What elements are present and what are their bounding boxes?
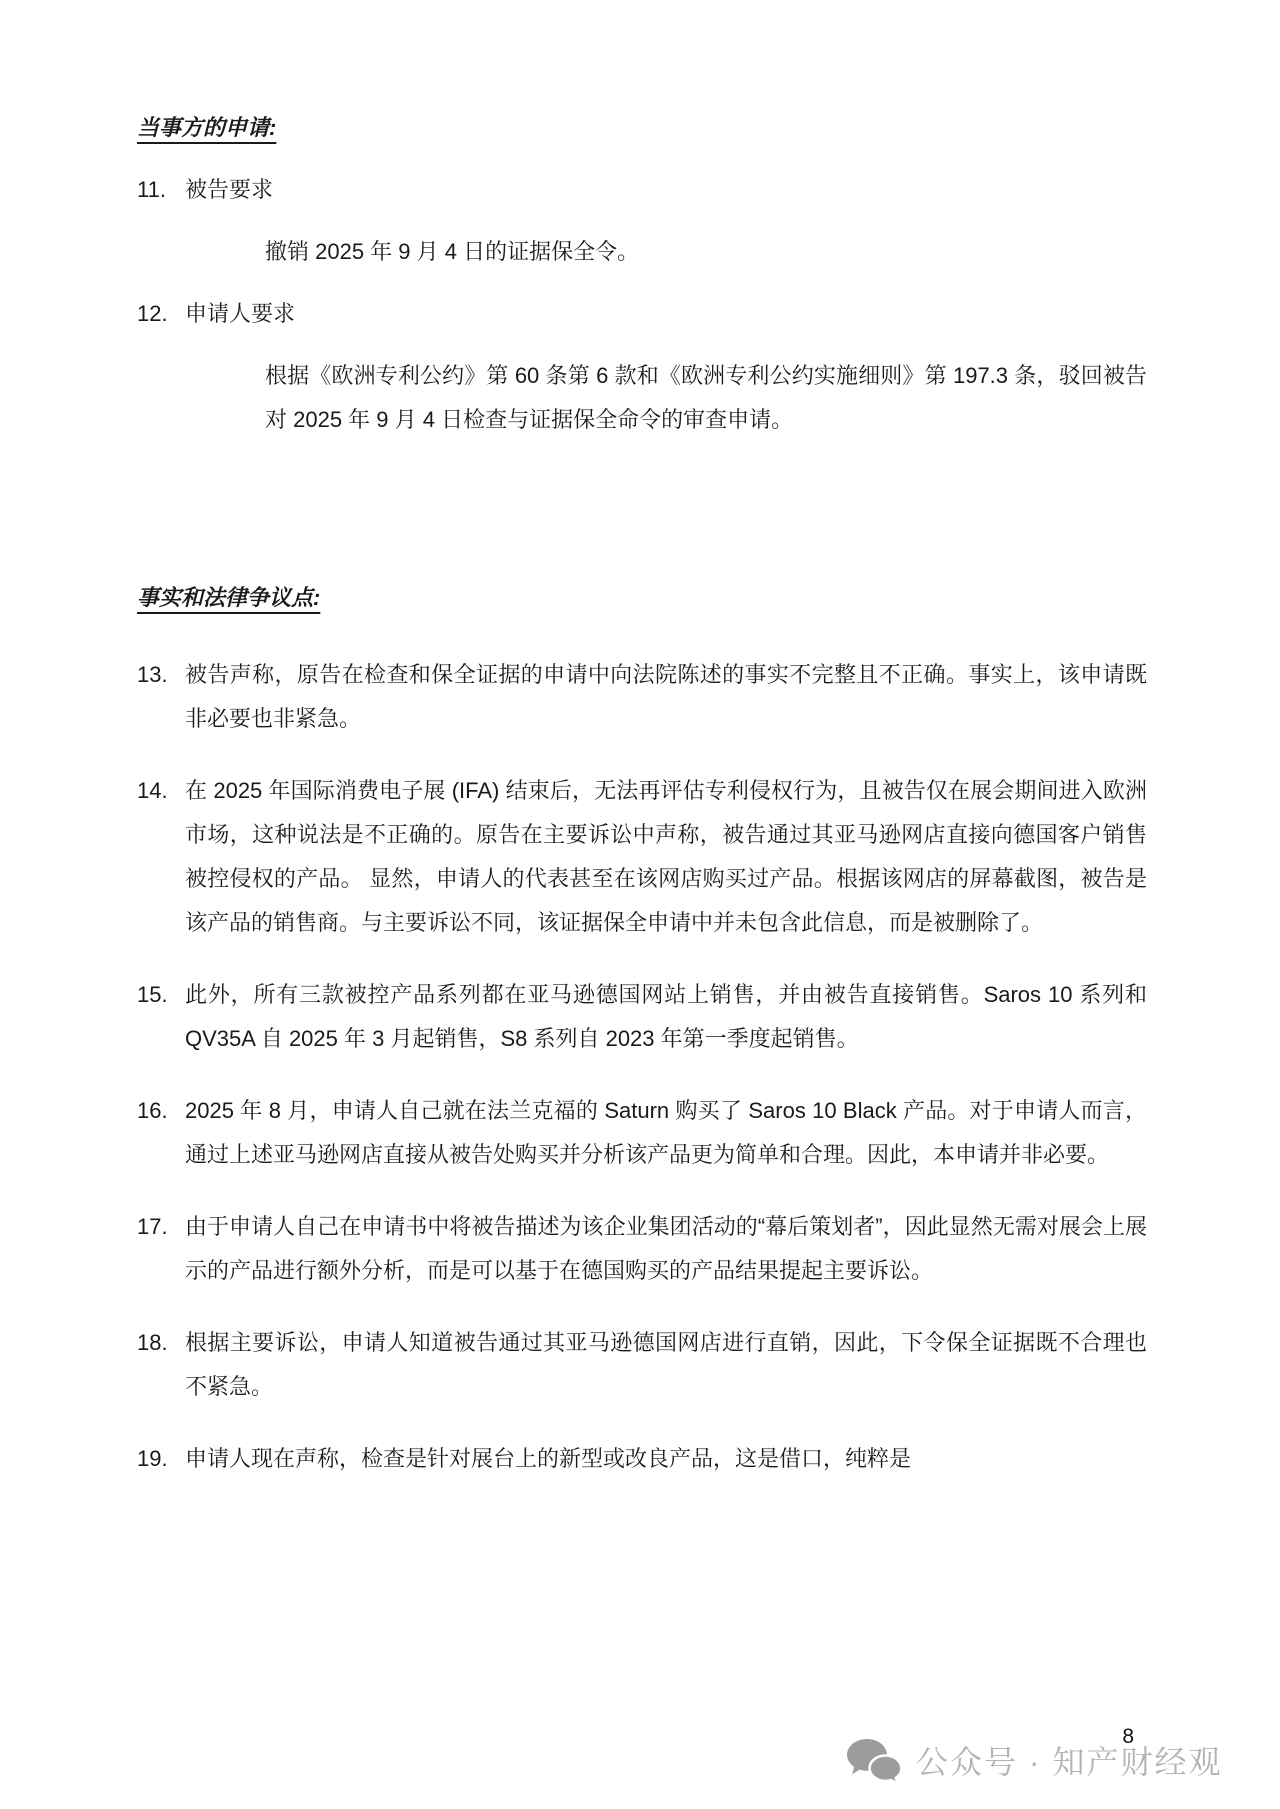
item-number: 17. — [137, 1214, 168, 1239]
paragraph-text: 2025 年 8 月，申请人自己就在法兰克福的 Saturn 购买了 Saros 10 Black 产品。对于申请人而言，通过上述亚马逊网店直接从被告处购买并分析该产品更为简单和合理。因此，本申请并非必要。 — [185, 1098, 1147, 1167]
list-item — [137, 1089, 1147, 1177]
list-item — [137, 292, 1147, 442]
list-item — [137, 1205, 1147, 1293]
list-item — [137, 1321, 1147, 1409]
paragraph-text: 在 2025 年国际消费电子展 (IFA) 结束后，无法再评估专利侵权行为，且被告仅在展会期间进入欧洲市场，这种说法是不正确的。原告在主要诉讼中声称，被告通过其亚马逊网店直接向德国客户销售被控侵权的产品。 显然，申请人的代表甚至在该网店购买过产品。根据该网店的屏幕截图，被告是该产品的销售商。与主要诉讼不同，该证据保全申请中并未包含此信息，而是被删除了。 — [185, 778, 1147, 935]
paragraph-text: 由于申请人自己在申请书中将被告描述为该企业集团活动的“幕后策划者”，因此显然无需对展会上展示的产品进行额外分析，而是可以基于在德国购买的产品结果提起主要诉讼。 — [185, 1214, 1147, 1283]
paragraph-text: 申请人现在声称，检查是针对展台上的新型或改良产品，这是借口，纯粹是 — [185, 1446, 912, 1471]
item-number: 16. — [137, 1098, 168, 1123]
paragraph-text: 根据主要诉讼，申请人知道被告通过其亚马逊德国网店进行直销，因此，下令保全证据既不合理也不紧急。 — [185, 1330, 1147, 1399]
paragraph-text: 被告声称，原告在检查和保全证据的申请中向法院陈述的事实不完整且不正确。事实上，该申请既非必要也非紧急。 — [185, 662, 1147, 731]
item-quote: 根据《欧洲专利公约》第 60 条第 6 款和《欧洲专利公约实施细则》第 197.3 条，驳回被告对 2025 年 9 月 4 日检查与证据保全命令的审查申请。 — [265, 363, 1147, 432]
list-item — [137, 168, 1147, 274]
item-number: 18. — [137, 1330, 168, 1355]
wechat-icon — [846, 1738, 902, 1786]
list-item — [137, 769, 1147, 945]
list-item — [137, 973, 1147, 1061]
page-number: 8 — [1122, 1725, 1134, 1748]
section-heading-party-applications: 当事方的申请: — [137, 115, 277, 140]
document-body — [137, 106, 1147, 1509]
list-item — [137, 1437, 1147, 1481]
item-number: 13. — [137, 662, 168, 687]
watermark-text: 公众号 · 知产财经观 — [916, 1744, 1223, 1780]
list-item — [137, 653, 1147, 741]
section-heading-facts-and-legal-issues: 事实和法律争议点: — [137, 585, 321, 610]
item-label: 被告要求 — [185, 177, 274, 202]
item-number: 14. — [137, 778, 168, 803]
item-quote: 撤销 2025 年 9 月 4 日的证据保全令。 — [265, 239, 640, 264]
item-number: 19. — [137, 1446, 168, 1471]
item-number: 12. — [137, 301, 168, 326]
item-label: 申请人要求 — [185, 301, 296, 326]
watermark — [846, 1738, 1222, 1786]
item-number: 15. — [137, 982, 168, 1007]
paragraph-text: 此外，所有三款被控产品系列都在亚马逊德国网站上销售，并由被告直接销售。Saros 10 系列和 QV35A 自 2025 年 3 月起销售，S8 系列自 2023 年第一季度起销售。 — [185, 982, 1147, 1051]
item-number: 11. — [137, 177, 166, 202]
